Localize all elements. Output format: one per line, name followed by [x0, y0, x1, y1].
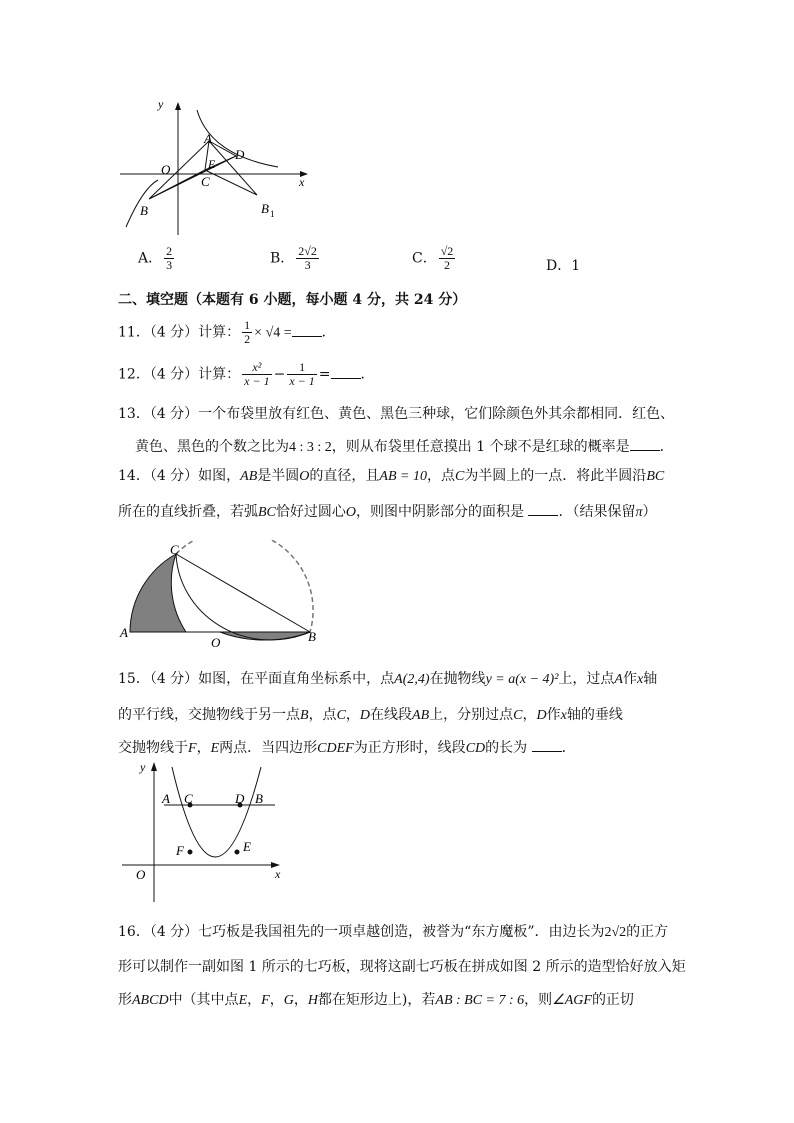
answer-blank[interactable] — [331, 364, 361, 379]
label-B1-subscript: 1 — [270, 209, 275, 219]
label-C: C — [201, 174, 210, 189]
figure-q15 — [118, 757, 288, 907]
y-axis-arrow-icon — [151, 762, 157, 771]
label-x: x — [299, 175, 305, 189]
answer-blank[interactable] — [528, 501, 558, 516]
question-15-line-2: 的平行线，交抛物线于另一点B，点C，D在线段AB上，分别过点C，D作x轴的垂线 — [118, 707, 623, 723]
point-E — [235, 850, 240, 855]
label-E: E — [208, 157, 216, 171]
label-A: A — [204, 131, 212, 146]
figure-q14 — [118, 540, 328, 652]
answer-blank[interactable] — [292, 322, 322, 337]
label-O: O — [161, 162, 171, 177]
question-16-line-3: 形ABCD中（其中点E，F，G，H都在矩形边上)，若AB : BC = 7 : 6，则∠AGF的正切 — [118, 992, 634, 1008]
question-15-line-3: 交抛物线于F，E两点．当四边形CDEF为正方形时，线段CD的长为 ． — [118, 737, 576, 759]
question-11: 11．（4 分）计算： $\frac{1}{2}$ × √4 = ． — [118, 318, 336, 346]
question-14-line-1: 14．（4 分）如图，AB是半圆O的直径，且AB = 10，点C为半圆上的一点．将此半圆沿BC — [118, 468, 665, 484]
question-12: 12．（4 分）计算： $\frac{\text{x²}}{x - 1}$ − $\frac{1}{x - 1}$ = ． — [118, 360, 375, 388]
label-C: C — [170, 542, 179, 557]
question-16-line-1: 16．（4 分）七巧板是我国祖先的一项卓越创造，被誉为“东方魔板”．由边长为2√2的正方 — [118, 924, 669, 940]
question-13-line-2: 黄色、黑色的个数之比为4 : 3 : 2，则从布袋里任意摸出 1 个球不是红球的概率是 ． — [135, 436, 674, 458]
label-O: O — [136, 867, 146, 882]
label-x: x — [275, 867, 281, 881]
label-B: B — [308, 629, 316, 644]
label-F: F — [176, 843, 184, 858]
label-B: B — [140, 203, 148, 218]
label-C: C — [184, 791, 193, 806]
answer-blank[interactable] — [532, 737, 562, 752]
dashed-arc — [176, 540, 313, 632]
figure-q10 — [118, 95, 318, 245]
label-E: E — [243, 839, 251, 854]
label-D: D — [235, 791, 245, 806]
section-title: 二、填空题（本题有 6 小题，每小题 4 分，共 24 分） — [118, 292, 467, 308]
label-O: O — [211, 635, 221, 650]
label-B1: B — [261, 201, 269, 216]
question-15-line-1: 15．（4 分）如图，在平面直角坐标系中，点A(2,4)在抛物线y = a(x − 4)²上，过点A作x轴 — [118, 671, 658, 687]
option-b: B． $\frac{2√2}{3}$ — [270, 244, 317, 272]
label-B: B — [255, 791, 263, 806]
label-D: D — [235, 147, 245, 162]
label-y: y — [140, 760, 146, 774]
label-A: A — [162, 791, 170, 806]
option-c: C． $\frac{√2}{2}$ — [412, 244, 454, 272]
chord-BC — [176, 554, 310, 632]
label-y: y — [158, 97, 164, 111]
folded-arc — [176, 554, 310, 640]
question-14-line-2: 所在的直线折叠，若弧BC恰好过圆心O，则图中阴影部分的面积是 ．（结果保留π） — [118, 501, 656, 523]
answer-blank[interactable] — [630, 436, 660, 451]
y-axis-arrow-icon — [175, 102, 181, 110]
option-a: A． $\frac{2}{3}$ — [138, 244, 173, 272]
point-F — [188, 850, 193, 855]
option-d: D．1 — [546, 258, 581, 274]
question-16-line-2: 形可以制作一副如图 1 所示的七巧板，现将这副七巧板在拼成如图 2 所示的造型恰好放入矩 — [118, 959, 686, 975]
question-13-line-1: 13．（4 分）一个布袋里放有红色、黄色、黑色三种球，它们除颜色外其余都相同．红色、 — [118, 406, 675, 422]
label-A: A — [120, 625, 128, 640]
